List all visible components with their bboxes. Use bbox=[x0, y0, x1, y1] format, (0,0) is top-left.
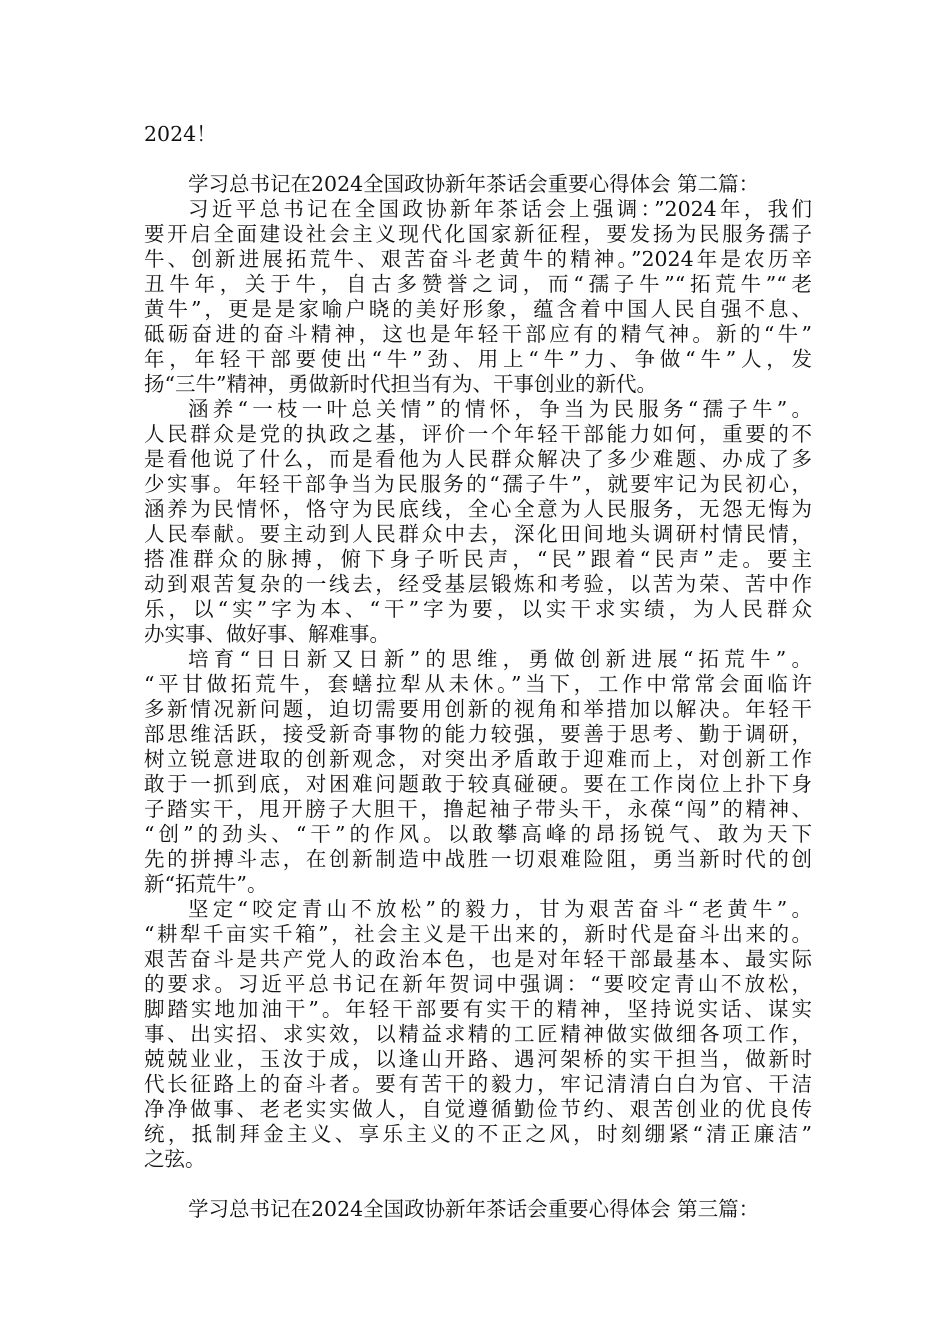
paragraph-line: 动到艰苦复杂的一线去，经受基层锻炼和考验，以苦为荣、苦中作 bbox=[144, 572, 812, 596]
paragraph-line: 新“拓荒牛”。 bbox=[144, 872, 268, 896]
paragraph-line: 坚定“咬定青山不放松”的毅力，甘为艰苦奋斗“老黄牛”。 bbox=[188, 897, 812, 921]
paragraph-line: “耕犁千亩实千箱”，社会主义是干出来的，新时代是奋斗出来的。 bbox=[144, 922, 812, 946]
paragraph-line: 习近平总书记在全国政协新年茶话会上强调：”2024年，我们 bbox=[188, 197, 812, 221]
paragraph-line: 扬“三牛”精神，勇做新时代担当有为、干事创业的新代。 bbox=[144, 372, 657, 396]
paragraph-line: 之弦。 bbox=[144, 1147, 206, 1171]
paragraph-line: 年，年轻干部要使出“牛”劲、用上“牛”力、争做“牛”人，发 bbox=[144, 347, 812, 371]
paragraph-line: 黄牛”，更是是家喻户晓的美好形象，蕴含着中国人民自强不息、 bbox=[144, 297, 812, 321]
paragraph-line: 子踏实干，甩开膀子大胆干，撸起袖子带头干，永葆“闯”的精神、 bbox=[144, 797, 812, 821]
paragraph-line: 牛、创新进展拓荒牛、艰苦奋斗老黄牛的精神。”2024年是农历辛 bbox=[144, 247, 812, 271]
paragraph-line: 乐，以“实”字为本、“干”字为要，以实干求实绩，为人民群众 bbox=[144, 597, 812, 621]
paragraph-3 bbox=[144, 647, 812, 897]
paragraph-line: 培育“日日新又日新”的思维，勇做创新进展“拓荒牛”。 bbox=[188, 647, 812, 671]
paragraph-line: 树立锐意进取的创新观念，对突出矛盾敢于迎难而上，对创新工作 bbox=[144, 747, 812, 771]
section-heading-3: 学习总书记在2024全国政协新年茶话会重要心得体会 第三篇： bbox=[188, 1197, 760, 1221]
paragraph-line: 的要求。习近平总书记在新年贺词中强调：“要咬定青山不放松， bbox=[144, 972, 812, 996]
paragraph-line: “平甘做拓荒牛，套蟮拉犁从未休。”当下，工作中常常会面临许 bbox=[144, 672, 812, 696]
section-heading-2: 学习总书记在2024全国政协新年茶话会重要心得体会 第二篇： bbox=[188, 172, 760, 196]
paragraph-line: 多新情况新问题，迫切需要用创新的视角和举措加以解决。年轻干 bbox=[144, 697, 812, 721]
paragraph-line: 少实事。年轻干部争当为民服务的“孺子牛”，就要牢记为民初心， bbox=[144, 472, 812, 496]
paragraph-line: 砥砺奋进的奋斗精神，这也是年轻干部应有的精气神。新的“牛” bbox=[144, 322, 812, 346]
paragraph-line: 统，抵制拜金主义、享乐主义的不正之风，时刻绷紧“清正廉洁” bbox=[144, 1122, 812, 1146]
paragraph-line: 事、出实招、求实效，以精益求精的工匠精神做实做细各项工作， bbox=[144, 1022, 812, 1046]
top-line: 2024！ bbox=[144, 122, 217, 146]
paragraph-4 bbox=[144, 897, 812, 1172]
paragraph-line: 艰苦奋斗是共产党人的政治本色，也是对年轻干部最基本、最实际 bbox=[144, 947, 812, 971]
paragraph-line: 人民群众是党的执政之基，评价一个年轻干部能力如何，重要的不 bbox=[144, 422, 812, 446]
paragraph-line: 敢于一抓到底，对困难问题敢于较真碰硬。要在工作岗位上扑下身 bbox=[144, 772, 812, 796]
paragraph-2 bbox=[144, 397, 812, 647]
paragraph-line: “创”的劲头、“干”的作风。以敢攀高峰的昂扬锐气、敢为天下 bbox=[144, 822, 812, 846]
paragraph-line: 是看他说了什么，而是看他为人民群众解决了多少难题、办成了多 bbox=[144, 447, 812, 471]
paragraph-line: 办实事、做好事、解难事。 bbox=[144, 622, 390, 646]
paragraph-line: 涵养为民情怀，恪守为民底线，全心全意为人民服务，无怨无悔为 bbox=[144, 497, 812, 521]
paragraph-line: 丑牛年，关于牛，自古多赞誉之词，而“孺子牛”“拓荒牛”“老 bbox=[144, 272, 812, 296]
paragraph-line: 部思维活跃，接受新奇事物的能力较强，要善于思考、勤于调研， bbox=[144, 722, 812, 746]
paragraph-line: 净净做事、老老实实做人，自觉遵循勤俭节约、艰苦创业的优良传 bbox=[144, 1097, 812, 1121]
paragraph-line: 要开启全面建设社会主义现代化国家新征程，要发扬为民服务孺子 bbox=[144, 222, 812, 246]
blank-line bbox=[144, 1172, 812, 1197]
paragraph-line: 先的拼搏斗志，在创新制造中战胜一切艰难险阻，勇当新时代的创 bbox=[144, 847, 812, 871]
paragraph-line: 兢兢业业，玉汝于成，以逢山开路、遇河架桥的实干担当，做新时 bbox=[144, 1047, 812, 1071]
paragraph-line: 搭准群众的脉搏，俯下身子听民声，“民”跟着“民声”走。要主 bbox=[144, 547, 812, 571]
paragraph-line: 代长征路上的奋斗者。要有苦干的毅力，牢记清清白白为官、干洁 bbox=[144, 1072, 812, 1096]
paragraph-line: 人民奉献。要主动到人民群众中去，深化田间地头调研村情民情， bbox=[144, 522, 812, 546]
paragraph-1 bbox=[144, 197, 812, 397]
paragraph-line: 涵养“一枝一叶总关情”的情怀，争当为民服务“孺子牛”。 bbox=[188, 397, 812, 421]
blank-line bbox=[144, 147, 812, 172]
document-body bbox=[144, 122, 812, 1222]
paragraph-line: 脚踏实地加油干”。年轻干部要有实干的精神，坚持说实话、谋实 bbox=[144, 997, 812, 1021]
